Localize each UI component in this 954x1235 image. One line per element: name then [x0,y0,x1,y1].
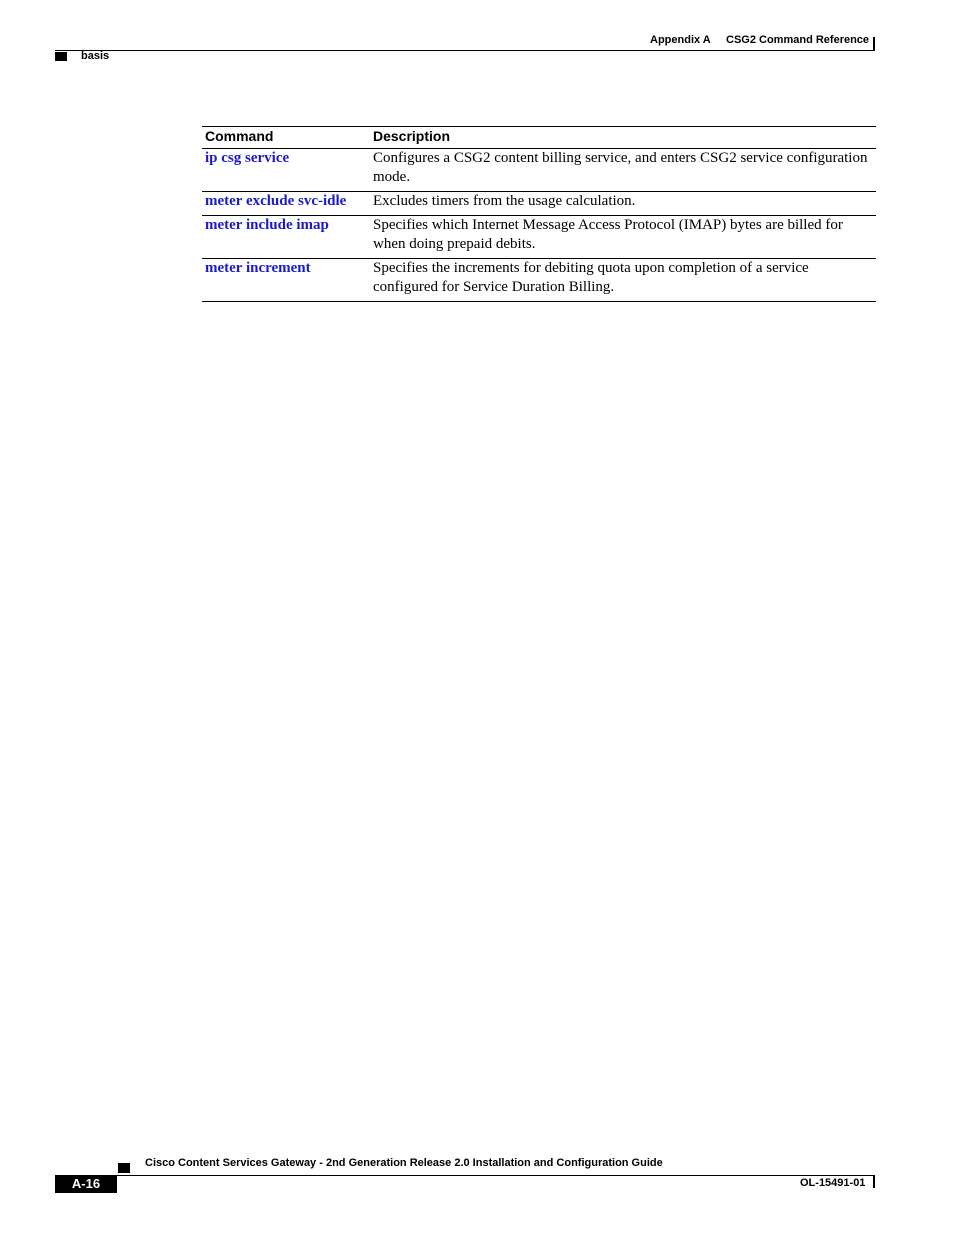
command-link-ip-csg-service[interactable]: ip csg service [205,150,290,166]
command-cell [202,259,370,302]
table-row [202,192,876,216]
column-header-description: Description [370,127,876,149]
footer-guide-title: Cisco Content Services Gateway - 2nd Generation Release 2.0 Installation and Configuration Guide [145,1157,663,1169]
command-link-meter-include-imap[interactable]: meter include imap [205,217,329,233]
footer-rule [117,1175,875,1176]
header-chapter-title: CSG2 Command Reference [726,34,870,46]
command-link-meter-increment[interactable]: meter increment [205,260,311,276]
command-cell [202,192,370,216]
footer-square-marker [118,1163,130,1173]
table-row [202,149,876,192]
header-section: basis [81,50,110,62]
command-link-meter-exclude-svc-idle[interactable]: meter exclude svc-idle [205,193,347,209]
table-header-row [202,127,876,149]
command-cell [202,216,370,259]
header-square-marker [55,52,67,61]
footer-right-tick [873,1175,875,1188]
footer-doc-number: OL-15491-01 [800,1177,866,1189]
description-cell: Specifies the increments for debiting quota upon completion of a service configured for Service Duration Billing. [370,259,876,302]
description-cell: Excludes timers from the usage calculation. [370,192,876,216]
header-right-tick [873,37,875,51]
header-rule [55,50,875,51]
footer-page-number: A-16 [55,1175,117,1193]
column-header-command: Command [202,127,370,149]
description-cell: Specifies which Internet Message Access Protocol (IMAP) bytes are billed for when doing prepaid debits. [370,216,876,259]
command-cell [202,149,370,192]
header-appendix: Appendix A [650,34,711,46]
related-commands-table [202,126,876,302]
table-row [202,259,876,302]
table-row [202,216,876,259]
description-cell: Configures a CSG2 content billing service, and enters CSG2 service configuration mode. [370,149,876,192]
